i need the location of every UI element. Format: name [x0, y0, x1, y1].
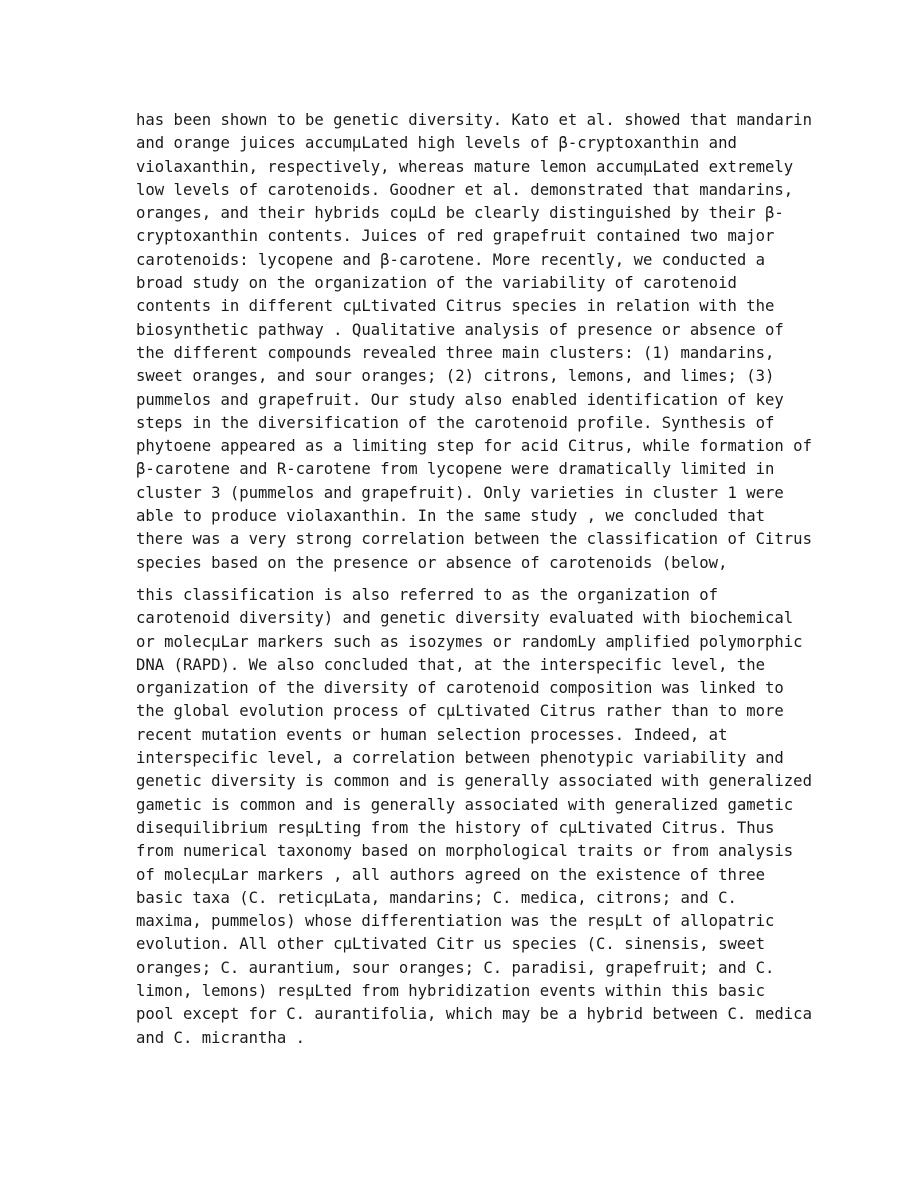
text-line: this classification is also referred to as the organization of	[136, 586, 719, 604]
text-line: of molecμLar markers , all authors agreed on the existence of three	[136, 865, 766, 884]
text-line: violaxanthin, respectively, whereas mature lemon accumμLated extremely	[136, 157, 794, 176]
text-line: interspecific level, a correlation between phenotypic variability and	[136, 749, 784, 768]
text-line: cryptoxanthin contents. Juices of red grapefruit contained two major	[136, 227, 775, 246]
text-line: contents in different cμLtivated Citrus species in relation with the	[136, 297, 775, 316]
text-line: has been shown to be genetic diversity. Kato et al. showed that mandarin	[136, 111, 812, 129]
paragraph-1	[136, 109, 812, 575]
text-line: from numerical taxonomy based on morphological traits or from analysis	[136, 842, 794, 861]
text-line: gametic is common and is generally associated with generalized gametic	[136, 795, 794, 814]
text-line: β-carotene and R-carotene from lycopene were dramatically limited in	[136, 460, 775, 479]
text-line: organization of the diversity of carotenoid composition was linked to	[136, 679, 784, 698]
text-line: evolution. All other cμLtivated Citr us species (C. sinensis, sweet	[136, 935, 766, 954]
paragraph-2	[136, 584, 812, 1050]
text-line: phytoene appeared as a limiting step for acid Citrus, while formation of	[136, 437, 812, 456]
text-line: cluster 3 (pummelos and grapefruit). Only varieties in cluster 1 were	[136, 483, 784, 502]
text-line: genetic diversity is common and is generally associated with generalized	[136, 772, 812, 791]
text-line: the different compounds revealed three main clusters: (1) mandarins,	[136, 343, 775, 362]
text-line: sweet oranges, and sour oranges; (2) citrons, lemons, and limes; (3)	[136, 367, 775, 386]
text-line: maxima, pummelos) whose differentiation was the resμLt of allopatric	[136, 912, 775, 931]
text-line: steps in the diversification of the carotenoid profile. Synthesis of	[136, 413, 775, 432]
text-line: pool except for C. aurantifolia, which may be a hybrid between C. medica	[136, 1005, 812, 1024]
text-line: species based on the presence or absence of carotenoids (below,	[136, 553, 728, 572]
text-line: disequilibrium resμLting from the history of cμLtivated Citrus. Thus	[136, 818, 775, 837]
text-line: the global evolution process of cμLtivated Citrus rather than to more	[136, 702, 784, 721]
text-line: or molecμLar markers such as isozymes or randomLy amplified polymorphic	[136, 632, 803, 651]
text-line: and C. micrantha .	[136, 1028, 305, 1047]
text-line: oranges, and their hybrids coμLd be clearly distinguished by their β-	[136, 204, 784, 223]
text-line: basic taxa (C. reticμLata, mandarins; C. medica, citrons; and C.	[136, 888, 737, 907]
text-line: broad study on the organization of the variability of carotenoid	[136, 274, 737, 293]
text-line: recent mutation events or human selection processes. Indeed, at	[136, 725, 728, 744]
text-line: oranges; C. aurantium, sour oranges; C. paradisi, grapefruit; and C.	[136, 958, 775, 977]
text-line: carotenoid diversity) and genetic diversity evaluated with biochemical	[136, 609, 794, 628]
text-line: low levels of carotenoids. Goodner et al. demonstrated that mandarins,	[136, 180, 794, 199]
text-line: able to produce violaxanthin. In the same study , we concluded that	[136, 507, 766, 526]
text-line: carotenoids: lycopene and β-carotene. More recently, we conducted a	[136, 250, 766, 269]
text-line: pummelos and grapefruit. Our study also enabled identification of key	[136, 390, 784, 409]
text-line: limon, lemons) resμLted from hybridization events within this basic	[136, 982, 766, 1001]
text-line: and orange juices accumμLated high levels of β-cryptoxanthin and	[136, 134, 737, 153]
text-line: there was a very strong correlation between the classification of Citrus	[136, 530, 812, 549]
text-line: biosynthetic pathway . Qualitative analysis of presence or absence of	[136, 320, 784, 339]
text-line: DNA (RAPD). We also concluded that, at the interspecific level, the	[136, 655, 766, 674]
